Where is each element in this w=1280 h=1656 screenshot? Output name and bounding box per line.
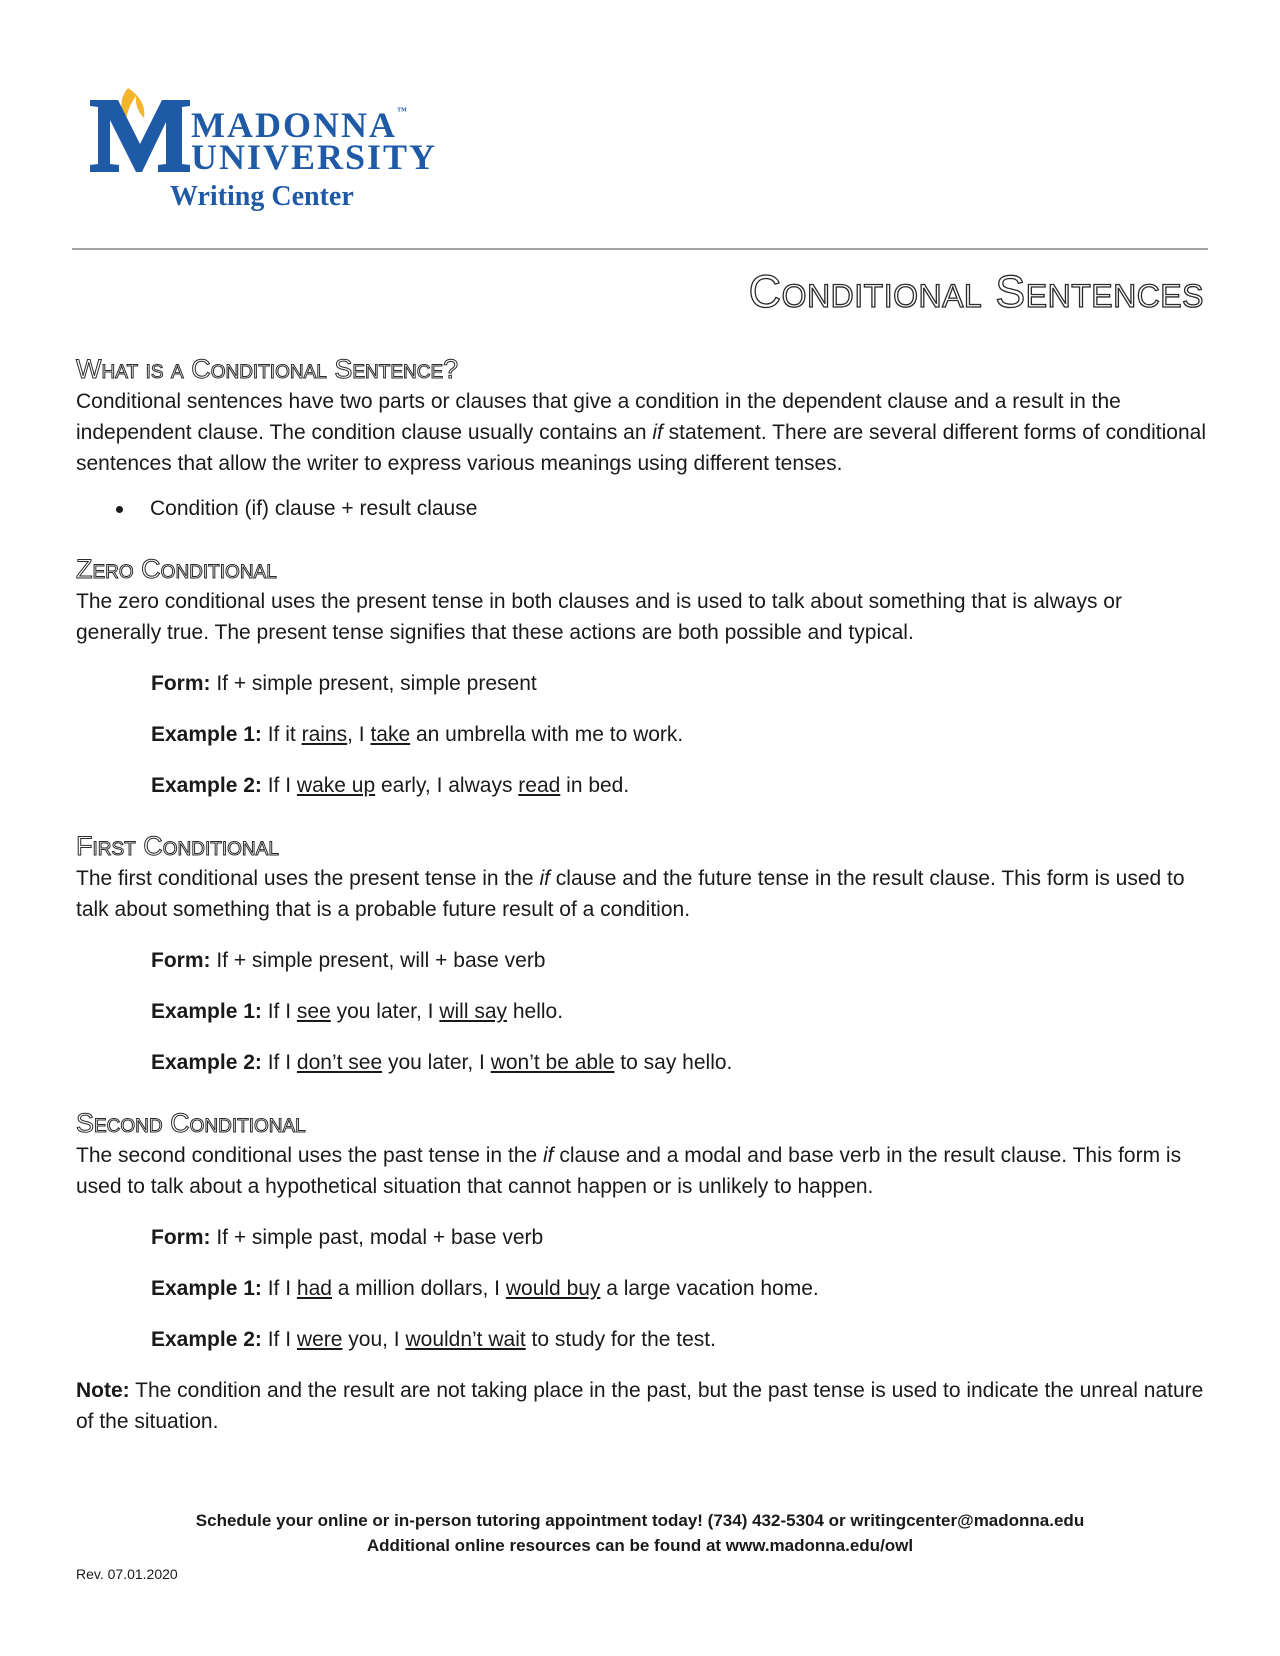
first-form: Form: If + simple present, will + base verb xyxy=(151,949,546,972)
section-text-zero: The zero conditional uses the present tense in both clauses and is used to talk about something that is always or generally true. The present tense signifies that these actions are both possible and typical. xyxy=(76,590,1122,644)
bullet-list xyxy=(76,493,1208,524)
section-heading-zero: Zero Conditional xyxy=(76,554,277,584)
footer xyxy=(0,1508,1280,1558)
zero-form: Form: If + simple present, simple present xyxy=(151,672,537,695)
revision-date: Rev. 07.01.2020 xyxy=(76,1566,178,1582)
zero-example-1: Example 1: If it rains, I take an umbrella with me to work. xyxy=(151,723,684,746)
logo-text-university: UNIVERSITY xyxy=(191,137,438,177)
footer-line-contact: Schedule your online or in-person tutoring appointment today! (734) 432-5304 or writingcenter@madonna.edu xyxy=(195,1511,1085,1530)
section-heading-first: First Conditional xyxy=(76,831,279,861)
zero-example-2: Example 2: If I wake up early, I always read in bed. xyxy=(151,774,630,797)
note-paragraph: Note: The condition and the result are not taking place in the past, but the past tense is used to indicate the unreal nature of the situation. xyxy=(76,1379,1204,1433)
section-heading-what: What is a Conditional Sentence? xyxy=(76,354,459,384)
second-example-2: Example 2: If I were you, I wouldn’t wait to study for the test. xyxy=(151,1328,716,1351)
second-form: Form: If + simple past, modal + base verb xyxy=(151,1226,544,1249)
madonna-m-flame-mark xyxy=(88,82,198,178)
section-text-second: The second conditional uses the past tense in the if clause and a modal and base verb in the result clause. This form is used to talk about a hypothetical situation that cannot happen or is unlikely to happen. xyxy=(76,1144,1182,1198)
section-text-what: Conditional sentences have two parts or clauses that give a condition in the dependent clause and a result in the independent clause. The condition clause usually contains an if statement. There are several different forms of conditional sentences that allow the writer to express various meanings using different tenses. xyxy=(76,390,1207,475)
logo-text-writing-center: Writing Center xyxy=(170,181,354,212)
first-example-2: Example 2: If I don’t see you later, I won’t be able to say hello. xyxy=(151,1051,733,1074)
footer-line-resources: Additional online resources can be found at www.madonna.edu/owl xyxy=(366,1536,914,1555)
bullet-icon xyxy=(116,506,123,513)
first-example-1: Example 1: If I see you later, I will say hello. xyxy=(151,1000,564,1023)
list-item: Condition (if) clause + result clause xyxy=(150,493,1208,524)
madonna-university-logo xyxy=(88,82,468,222)
section-heading-second: Second Conditional xyxy=(76,1108,306,1138)
second-example-1: Example 1: If I had a million dollars, I would buy a large vacation home. xyxy=(151,1277,819,1300)
header-divider xyxy=(72,248,1208,250)
document-body xyxy=(76,352,1208,1437)
logo-text-madonna: MADONNA™ xyxy=(191,105,407,145)
section-text-first: The first conditional uses the present tense in the if clause and the future tense in the result clause. This form is used to talk about something that is a probable future result of a condition. xyxy=(76,867,1185,921)
page-title: Conditional Sentences xyxy=(748,266,1204,317)
